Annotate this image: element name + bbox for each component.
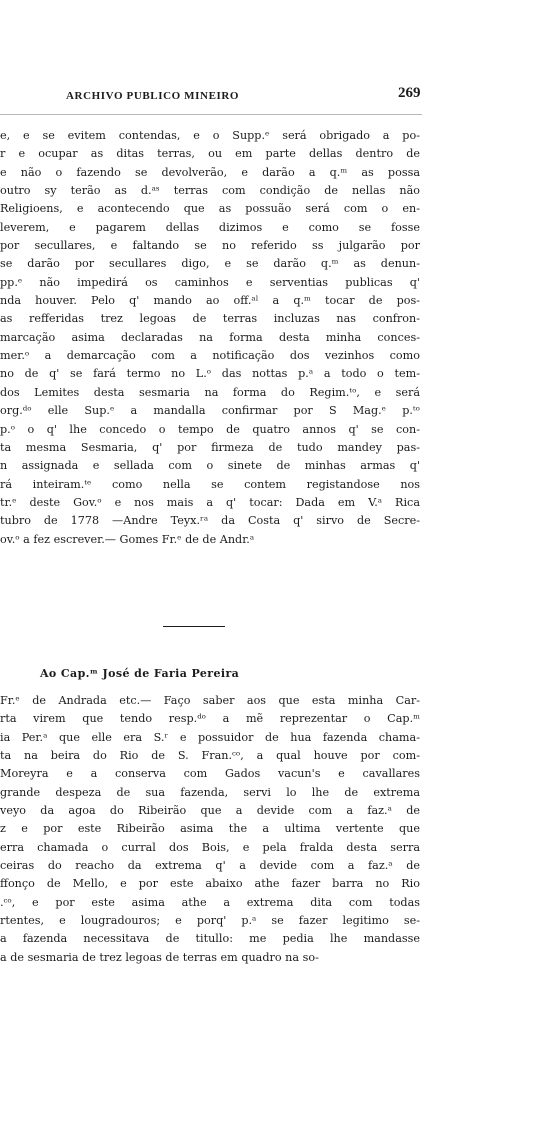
text-line: org.ᵈᵒ elle Sup.ᵉ a mandalla confirmar por S Mag.ᵉ p.ᵗᵒ: [0, 404, 420, 418]
text-line: Moreyra e a conserva com Gados vacun's e cavallares: [0, 767, 420, 781]
text-line: pp.ᵉ não impedirá os caminhos e serventias publicas q': [0, 275, 420, 289]
text-line: e não o fazendo se devolverão, e darão a q.ᵐ as possa: [0, 165, 420, 179]
text-line: Fr.ᵉ de Andrada etc.— Faço saber aos que esta minha Car-: [0, 694, 420, 707]
text-line: leverem, e pagarem dellas dizimos e como se fosse: [0, 220, 420, 234]
text-line: erra chamada o curral dos Bois, e pela fralda desta serra: [0, 840, 420, 854]
text-line: nda houver. Pelo q' mando ao off.ᵃˡ a q.ᵐ tocar de pos-: [0, 294, 420, 308]
text-line: ia Per.ᵃ que elle era S.ʳ e possuidor de hua fazenda chama-: [0, 730, 420, 744]
text-line: no de q' se fará termo no L.ᵒ das nottas p.ᵃ a todo o tem-: [0, 367, 420, 381]
text-line: a fazenda necessitava de titullo: me pedia lhe mandasse: [0, 932, 420, 946]
text-line: rá inteiram.ᵗᵉ como nella se contem registandose nos: [0, 477, 420, 491]
section-divider: [163, 626, 225, 627]
text-line: tr.ᵉ deste Gov.ᵒ e nos mais a q' tocar: Dada em V.ᵃ Rica: [0, 495, 420, 509]
text-line: ta mesma Sesmaria, q' por firmeza de tudo mandey pas-: [0, 440, 420, 454]
letter-addressee: Ao Cap.ᵐ José de Faria Pereira: [40, 667, 240, 680]
text-line: p.ᵒ o q' lhe concedo o tempo de quatro annos q' se con-: [0, 422, 420, 436]
new-letter-text: [0, 692, 420, 967]
header-rule: [0, 114, 422, 116]
page-number: 269: [398, 85, 421, 101]
text-line: marcação asima declaradas na forma desta minha conces-: [0, 330, 420, 344]
text-line: outro sy terão as d.ᵃˢ terras com condição de nellas não: [0, 184, 420, 198]
text-line: ov.ᵒ a fez escrever.— Gomes Fr.ᵉ de de Andr.ᵃ: [0, 532, 255, 546]
text-line: veyo da agoa do Ribeirão que a devide com a faz.ᵃ de: [0, 804, 420, 818]
text-line: grande despeza de sua fazenda, servi lo lhe de extrema: [0, 785, 420, 799]
text-line: ceiras do reacho da extrema q' a devide com a faz.ᵃ de: [0, 859, 420, 873]
text-line: Religioens, e acontecendo que as possuão será com o en-: [0, 202, 420, 216]
text-line: a de sesmaria de trez legoas de terras em quadro na so-: [0, 950, 319, 964]
text-line: tubro de 1778 —Andre Teyx.ʳᵃ da Costa q' sirvo de Secre-: [0, 514, 420, 528]
text-line: rta virem que tendo resp.ᵈᵒ a mẽ reprezentar o Cap.ᵐ: [0, 712, 420, 726]
grant-text-continuation: [0, 127, 420, 549]
text-line: mer.ᵒ a demarcação com a notificação dos vezinhos como: [0, 349, 420, 363]
text-line: dos Lemites desta sesmaria na forma do Regim.ᵗᵒ, e será: [0, 385, 420, 399]
text-line: n assignada e sellada com o sinete de minhas armas q': [0, 459, 420, 473]
text-line: rtentes, e lougradouros; e porq' p.ᵃ se fazer legitimo se-: [0, 914, 420, 928]
running-title: ARCHIVO PUBLICO MINEIRO: [66, 90, 240, 102]
page-header: [0, 84, 558, 108]
text-line: ffonço de Mello, e por este abaixo athe fazer barra no Rio: [0, 877, 420, 891]
text-line: .ᶜᵒ, e por este asima athe a extrema dita com todas: [0, 895, 420, 909]
text-line: se darão por secullares digo, e se darão q.ᵐ as denun-: [0, 257, 420, 271]
text-line: r e ocupar as ditas terras, ou em parte dellas dentro de: [0, 147, 420, 161]
text-line: z e por este Ribeirão asima the a ultima vertente que: [0, 822, 420, 836]
text-line: ta na beira do Rio de S. Fran.ᶜᵒ, a qual houve por com-: [0, 749, 420, 763]
text-line: as refferidas trez legoas de terras incluzas nas confron-: [0, 312, 420, 326]
text-line: e, e se evitem contendas, e o Supp.ᵉ será obrigado a po-: [0, 129, 420, 142]
text-line: por secullares, e faltando se no referido ss julgarão por: [0, 239, 420, 253]
